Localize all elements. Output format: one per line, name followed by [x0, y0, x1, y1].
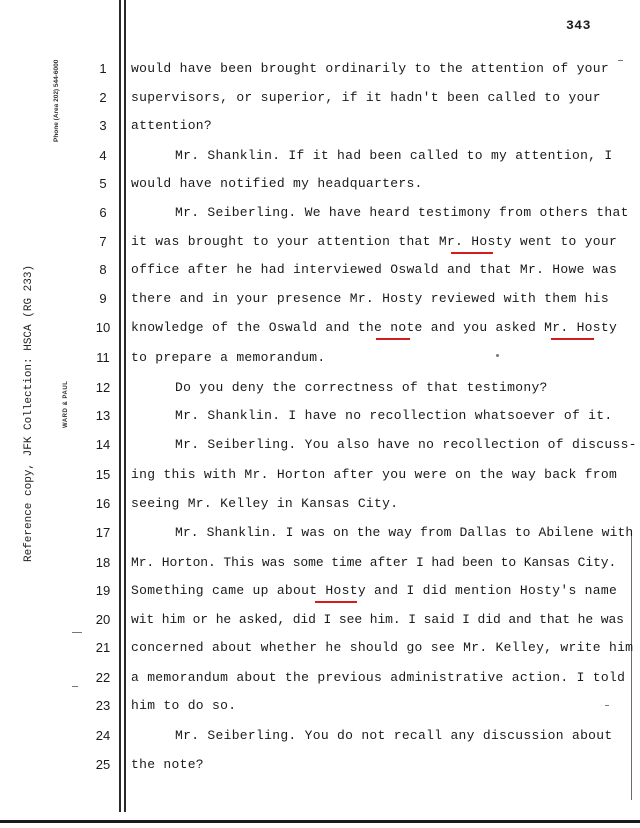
reference-stamp: Reference copy, JFK Collection: HSCA (RG 233): [23, 264, 35, 562]
line-number: 18: [95, 555, 111, 570]
line-number: 1: [99, 61, 107, 76]
line-number: 10: [95, 320, 111, 335]
transcript-line: [0, 90, 640, 110]
line-text: him to do so.: [131, 698, 237, 713]
line-number: 19: [95, 583, 111, 598]
line-number: 3: [99, 118, 107, 133]
transcript-line: [0, 262, 640, 282]
scan-speck: [496, 354, 499, 357]
line-number: 4: [99, 148, 107, 163]
line-text: the note?: [131, 757, 204, 772]
scan-speck: [618, 60, 623, 61]
line-number: 17: [95, 525, 111, 540]
line-text: there and in your presence Mr. Hosty reviewed with them his: [131, 291, 609, 306]
red-underline-hosty: [315, 601, 357, 603]
line-text: to prepare a memorandum.: [131, 350, 326, 365]
transcript-line: [0, 320, 640, 340]
line-text: seeing Mr. Kelley in Kansas City.: [131, 496, 399, 511]
line-text: ing this with Mr. Horton after you were on the way back from: [131, 467, 618, 482]
phone-stamp: Phone (Area 202) 544-6000: [53, 59, 60, 142]
line-number: 22: [95, 670, 111, 685]
firm-stamp: WARD & PAUL: [63, 380, 69, 428]
transcript-line: [0, 728, 640, 748]
transcript-line: [0, 61, 640, 81]
transcript-line: [0, 640, 640, 660]
page-number: 343: [566, 18, 591, 33]
line-text: attention?: [131, 118, 213, 133]
line-text: it was brought to your attention that Mr. Hosty went to your: [131, 234, 618, 249]
line-number: 2: [99, 90, 107, 105]
transcript-line: [0, 408, 640, 428]
line-number: 23: [95, 698, 111, 713]
red-underline-note: [376, 338, 410, 340]
line-number: 5: [99, 176, 107, 191]
line-number: 20: [95, 612, 111, 627]
transcript-line: [0, 670, 640, 690]
line-number: 21: [95, 640, 111, 655]
line-text: concerned about whether he should go see Mr. Kelley, write him: [131, 640, 634, 655]
transcript-line: [0, 467, 640, 487]
transcript-line: [0, 612, 640, 632]
line-text: would have been brought ordinarily to the attention of your: [131, 61, 609, 76]
scan-speck: [72, 632, 82, 633]
scan-speck: [605, 705, 609, 706]
line-number: 25: [95, 757, 111, 772]
line-number: 12: [95, 380, 111, 395]
red-underline-hosty: [551, 338, 594, 340]
line-number: 14: [95, 437, 111, 452]
line-text: wit him or he asked, did I see him. I said I did and that he was: [131, 612, 624, 627]
line-number: 6: [99, 205, 107, 220]
line-text: Mr. Seiberling. You do not recall any discussion about: [175, 728, 613, 743]
line-text: Mr. Seiberling. We have heard testimony from others that: [175, 205, 629, 220]
transcript-line: [0, 555, 640, 575]
line-text: a memorandum about the previous administrative action. I told: [131, 670, 626, 685]
line-text: knowledge of the Oswald and the note and you asked Mr. Hosty: [131, 320, 618, 335]
line-number: 13: [95, 408, 111, 423]
red-underline-hosty: [451, 252, 493, 254]
transcript-line: [0, 234, 640, 254]
transcript-line: [0, 583, 640, 603]
transcript-line: [0, 291, 640, 311]
line-number: 11: [96, 350, 110, 365]
line-text: Mr. Shanklin. I have no recollection whatsoever of it.: [175, 408, 613, 423]
line-number: 8: [99, 262, 107, 277]
line-text: Mr. Seiberling. You also have no recollection of discuss-: [175, 437, 637, 452]
line-text: supervisors, or superior, if it hadn't been called to your: [131, 90, 601, 105]
line-text: Do you deny the correctness of that testimony?: [175, 380, 548, 395]
transcript-line: [0, 698, 640, 718]
line-text: Something came up about Hosty and I did mention Hosty's name: [131, 583, 618, 598]
scan-speck: [72, 686, 78, 687]
transcript-line: [0, 437, 640, 457]
transcript-line: [0, 118, 640, 138]
line-number: 15: [95, 467, 111, 482]
line-number: 9: [99, 291, 107, 306]
line-number: 24: [95, 728, 111, 743]
bottom-rule: [0, 820, 640, 823]
transcript-line: [0, 148, 640, 168]
transcript-line: [0, 757, 640, 777]
line-text: office after he had interviewed Oswald and that Mr. Howe was: [131, 262, 618, 277]
line-number: 7: [99, 234, 107, 249]
line-number: 16: [95, 496, 111, 511]
line-text: Mr. Shanklin. I was on the way from Dallas to Abilene with: [175, 525, 634, 540]
transcript-line: [0, 205, 640, 225]
transcript-line: [0, 525, 640, 545]
transcript-line: [0, 350, 640, 370]
line-text: Mr. Horton. This was some time after I had been to Kansas City.: [131, 555, 617, 570]
line-text: Mr. Shanklin. If it had been called to my attention, I: [175, 148, 613, 163]
line-text: would have notified my headquarters.: [131, 176, 423, 191]
transcript-line: [0, 176, 640, 196]
transcript-line: [0, 380, 640, 400]
transcript-line: [0, 496, 640, 516]
